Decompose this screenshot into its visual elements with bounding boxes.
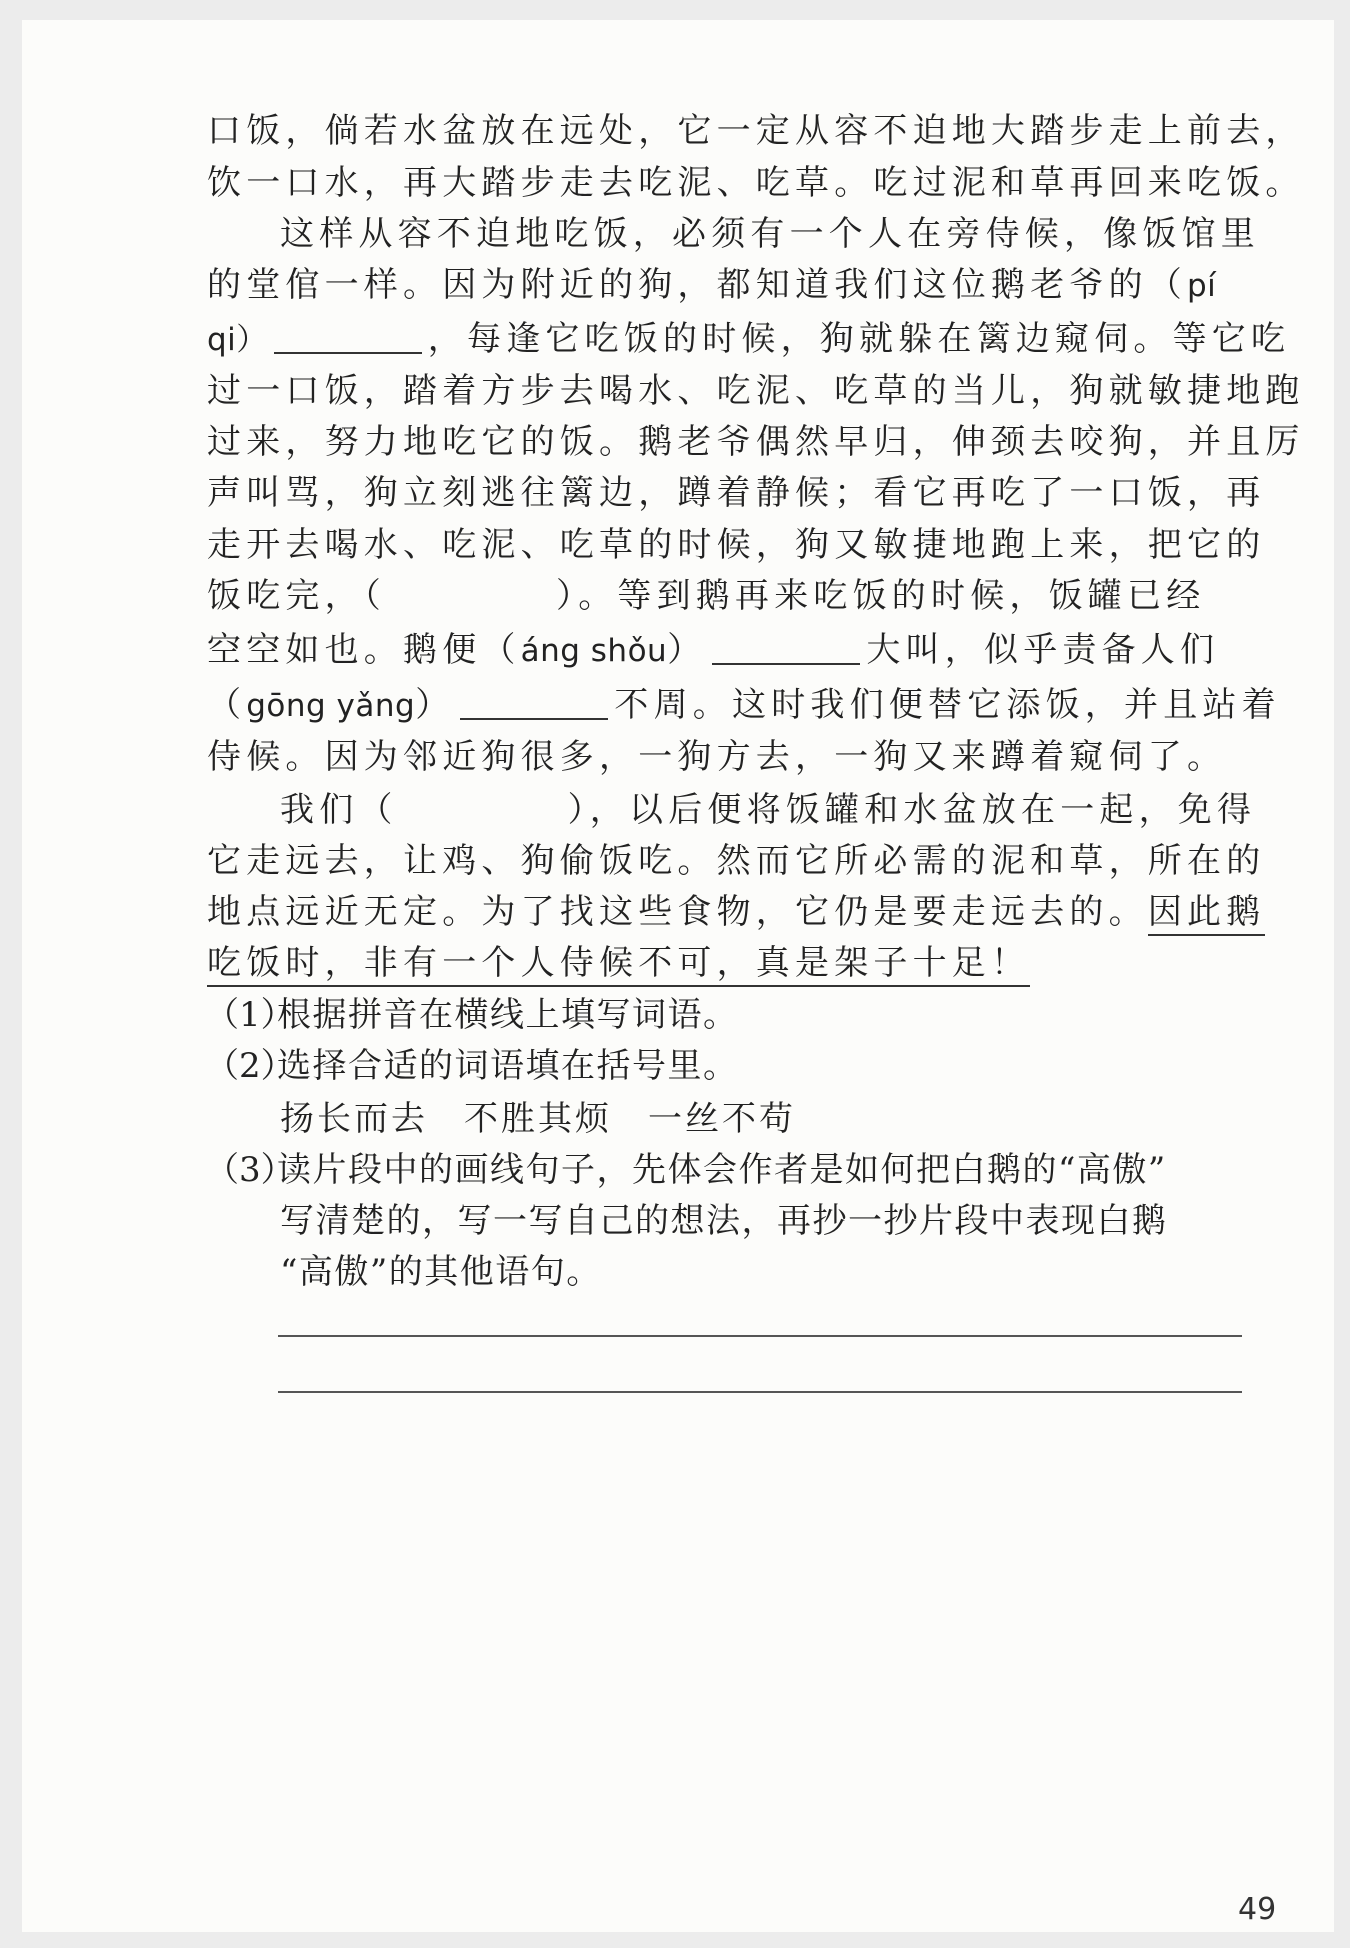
passage-text: 空空如也。鹅便（ <box>207 630 521 670</box>
passage-line: 过一口饭，踏着方步去喝水、吃泥、吃草的当儿，狗就敏捷地跑 <box>207 371 1305 411</box>
passage-text: ） <box>415 685 455 725</box>
pinyin-angshou: áng shǒu <box>520 633 668 669</box>
passage-line <box>207 892 1266 932</box>
passage-line <box>207 630 1242 671</box>
passage-text: 饭吃完，（ <box>207 576 386 616</box>
passage-text: （ <box>207 685 247 725</box>
underlined-sentence: 吃饭时，非有一个人侍候不可，真是架子十足！ <box>207 943 1030 987</box>
passage-text: ） <box>667 630 707 670</box>
question-number: （2） <box>205 1046 295 1086</box>
passage-line: 走开去喝水、吃泥、吃草的时候，狗又敏捷地跑上来，把它的 <box>207 525 1266 565</box>
passage-text: 大叫，似乎责备人们 <box>866 630 1220 670</box>
passage-text: 的堂倌一样。因为附近的狗，都知道我们这位鹅老爷的（ <box>207 265 1187 305</box>
fill-blank-piqi[interactable] <box>274 322 422 354</box>
word-choice: 扬长而去 <box>280 1099 428 1139</box>
passage-line: 饮一口水，再大踏步走去吃泥、吃草。吃过泥和草再回来吃饭。 <box>207 163 1305 203</box>
passage-line <box>207 319 1291 360</box>
passage-line <box>207 265 1242 306</box>
question-number: （1） <box>205 995 295 1035</box>
answer-line[interactable] <box>278 1391 1242 1393</box>
question-text: 读片段中的画线句子，先体会作者是如何把白鹅的“高傲” <box>277 1150 1167 1190</box>
question-number: （3） <box>205 1150 295 1190</box>
passage-line: 过来，努力地吃它的饭。鹅老爷偶然早归，伸颈去咬狗，并且厉 <box>207 422 1305 462</box>
question-text: “高傲”的其他语句。 <box>280 1252 602 1292</box>
fill-blank-angshou[interactable] <box>712 633 860 665</box>
passage-line <box>207 943 1242 983</box>
passage-line: 声叫骂，狗立刻逃往篱边，蹲着静候；看它再吃了一口饭，再 <box>207 473 1266 513</box>
passage-text: ），以后便将饭罐和水盆放在一起，免得 <box>567 790 1257 830</box>
word-choice: 不胜其烦 <box>464 1099 612 1139</box>
passage-text: ）。等到鹅再来吃饭的时候，饭罐已经 <box>556 576 1206 616</box>
word-choices <box>280 1099 832 1139</box>
question-text: 写清楚的，写一写自己的想法，再抄一抄片段中表现白鹅 <box>280 1201 1168 1241</box>
passage-line: 它走远去，让鸡、狗偷饭吃。然而它所必需的泥和草，所在的 <box>207 841 1266 881</box>
pinyin-gongyang: gōng yǎng <box>246 688 416 724</box>
pinyin-piqi-part2: qi） <box>207 322 268 358</box>
question-1 <box>205 995 739 1035</box>
question-3 <box>205 1150 1167 1190</box>
question-2 <box>205 1046 739 1086</box>
passage-line <box>207 576 1242 616</box>
passage-line <box>280 790 1257 830</box>
passage-line: 这样从容不迫地吃饭，必须有一个人在旁侍候，像饭馆里 <box>280 214 1260 254</box>
word-choice: 一丝不苟 <box>648 1099 796 1139</box>
answer-line[interactable] <box>278 1335 1242 1337</box>
passage-line: 侍候。因为邻近狗很多，一狗方去，一狗又来蹲着窥伺了。 <box>207 737 1227 777</box>
passage-text: 不周。这时我们便替它添饭，并且站着 <box>614 685 1281 725</box>
question-text: 选择合适的词语填在括号里。 <box>277 1046 739 1086</box>
page-number: 49 <box>1238 1892 1277 1927</box>
pinyin-piqi-part1: pí <box>1187 268 1217 304</box>
passage-line <box>207 685 1281 726</box>
question-text: 根据拼音在横线上填写词语。 <box>277 995 739 1035</box>
passage-line: 口饭，倘若水盆放在远处，它一定从容不迫地大踏步走上前去， <box>207 111 1305 151</box>
passage-text: ，每逢它吃饭的时候，狗就躲在篱边窥伺。等它吃 <box>427 319 1291 359</box>
underlined-sentence: 因此鹅 <box>1148 892 1266 936</box>
passage-text: 我们（ <box>280 790 398 830</box>
fill-blank-gongyang[interactable] <box>460 688 608 720</box>
passage-text: 地点远近无定。为了找这些食物，它仍是要走远去的。 <box>207 892 1148 932</box>
